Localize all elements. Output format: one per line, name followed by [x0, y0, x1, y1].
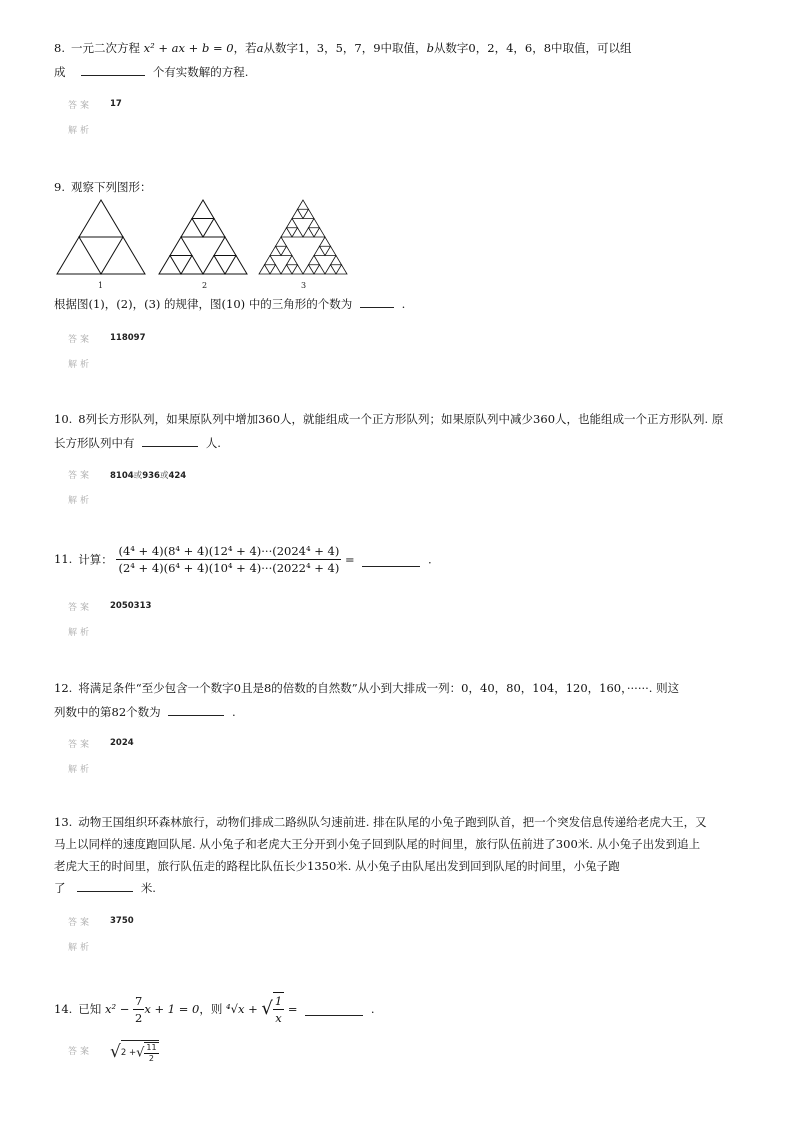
analysis-label[interactable]: 解析 — [68, 360, 93, 370]
triangle-shape — [287, 228, 298, 237]
answer-blank[interactable] — [360, 294, 394, 308]
question-text: 一元二次方程 — [70, 41, 140, 55]
question-text: 观察下列图形： — [70, 180, 152, 194]
answer-part: 936 — [142, 471, 160, 481]
question-text: 米. — [140, 881, 156, 895]
fraction — [273, 992, 284, 1026]
question-13 — [54, 811, 744, 899]
fraction-denominator: (2⁴ + 4)(6⁴ + 4)(10⁴ + 4)···(2022⁴ + 4) — [118, 561, 340, 575]
figure-ref: (3) — [144, 297, 161, 311]
question-text: 从数字1，3，5，7，9中取值， — [263, 41, 427, 55]
triangle-shape — [276, 246, 287, 255]
radical-fraction — [261, 992, 284, 1026]
answer-part: 424 — [168, 471, 187, 481]
question-text: 了 — [54, 881, 66, 895]
fraction — [116, 543, 341, 576]
analysis-label[interactable]: 解析 — [68, 496, 93, 506]
answer-value: 118097 — [110, 333, 146, 343]
question-11 — [54, 543, 744, 576]
question-text: 长方形队列中有 — [54, 436, 135, 450]
question-text: 根据图 — [54, 297, 89, 311]
figure-label-3: 3 — [301, 281, 307, 290]
question-text: 中的三角形的个数为 — [248, 297, 353, 311]
triangle-shape — [192, 219, 214, 238]
answer-label: 答案 — [68, 335, 93, 345]
equation-part: x² − — [104, 1002, 130, 1016]
comma: ， — [132, 297, 145, 311]
variable-b: b — [426, 41, 434, 55]
figure-3 — [259, 200, 347, 274]
fraction — [144, 1042, 158, 1064]
analysis-label[interactable]: 解析 — [68, 943, 93, 953]
triangle-shape — [331, 265, 342, 274]
radical-sign: √ — [261, 998, 273, 1019]
figure-ref: (10) — [221, 297, 246, 311]
fraction-denominator: 2 — [135, 1010, 143, 1025]
question-text: . — [427, 552, 432, 567]
plus-sign: + — [248, 1002, 258, 1016]
analysis-label[interactable]: 解析 — [68, 628, 93, 638]
fraction-numerator: 7 — [135, 993, 143, 1008]
triangle-shape — [170, 256, 192, 275]
answer-label: 答案 — [68, 918, 93, 928]
question-text: 从数字0，2，4，6，8中取值，可以组 — [433, 41, 632, 55]
figure-ref: (2) — [116, 297, 133, 311]
answer-label: 答案 — [68, 471, 93, 481]
question-text: 已知 — [78, 1002, 102, 1016]
fraction-numerator: 1 — [274, 994, 283, 1008]
radical-sign: √ — [110, 1042, 121, 1062]
answer-value — [110, 1040, 159, 1064]
figure-2 — [159, 200, 247, 274]
radicand — [121, 1040, 159, 1064]
question-text: ，则 — [199, 1002, 223, 1016]
equals-sign: = — [287, 1002, 298, 1016]
answer-label: 答案 — [68, 740, 93, 750]
answer-part: 8104 — [110, 471, 134, 481]
fourth-root: ⁴√x — [226, 1002, 245, 1016]
answer-value: 3750 — [110, 916, 134, 926]
triangle-shape — [320, 246, 331, 255]
figure-label-1: 1 — [98, 281, 104, 290]
question-text: 个有实数解的方程. — [152, 65, 249, 79]
question-text: 老虎大王的时间里，旅行队伍走的路程比队伍长少1350米. 从小兔子由队尾出发到回到队尾的时间里，小兔子跑 — [54, 859, 620, 873]
question-text: 的规律，图 — [164, 297, 222, 311]
question-8 — [54, 36, 744, 84]
question-8-line-2 — [54, 60, 744, 84]
answer-value: 2024 — [110, 738, 134, 748]
question-9-body — [54, 292, 744, 316]
question-8-line-1 — [54, 36, 744, 60]
analysis-label[interactable]: 解析 — [68, 765, 93, 775]
fraction-numerator: 11 — [146, 1043, 157, 1052]
variable-a: a — [256, 41, 264, 55]
fraction-denominator: x — [275, 1011, 282, 1025]
analysis-label[interactable]: 解析 — [68, 126, 93, 136]
equation-part: x + 1 = 0 — [144, 1002, 200, 1016]
question-number: 14. — [54, 1002, 73, 1016]
question-text: 成 — [54, 65, 66, 79]
question-text: ，若 — [233, 41, 257, 55]
answer-value: 17 — [110, 99, 122, 109]
triangle-shape — [214, 256, 236, 275]
answer-label: 答案 — [68, 1047, 93, 1057]
answer-label: 答案 — [68, 603, 93, 613]
question-text: 马上以同样的速度跑回队尾. 从小兔子和老虎大王分开到小兔子回到队尾的时间里，旅行队伍前进了300米. 从小兔子出发到追上 — [54, 837, 701, 851]
figure-1 — [57, 200, 145, 274]
triangle-shape — [309, 265, 320, 274]
answer-separator: 或 — [133, 471, 143, 481]
comma: ， — [104, 297, 117, 311]
answer-separator: 或 — [159, 471, 169, 481]
triangle-shape — [298, 209, 309, 218]
question-text: 列数中的第82个数为 — [54, 705, 161, 719]
question-number: 8. — [54, 41, 65, 55]
triangle-shape — [287, 265, 298, 274]
answer-blank[interactable] — [168, 702, 224, 716]
question-number: 10. — [54, 412, 73, 426]
question-text: 动物王国组织环森林旅行，动物们排成二路纵队匀速前进. 排在队尾的小兔子跑到队首，把一个突发信息传递给老虎大王，又 — [78, 815, 707, 829]
question-text: 8列长方形队列，如果原队列中增加360人，就能组成一个正方形队列；如果原队列中减少360人，也能组成一个正方形队列. 原 — [78, 412, 724, 426]
question-12 — [54, 676, 744, 724]
answer-value — [110, 469, 186, 481]
question-text: . — [370, 1002, 375, 1016]
fraction — [133, 993, 144, 1026]
figure-ref: (1) — [88, 297, 105, 311]
question-number: 11. — [54, 551, 73, 566]
answer-label: 答案 — [68, 101, 93, 111]
answer-blank[interactable] — [77, 878, 133, 892]
question-10 — [54, 407, 744, 455]
question-text: 计算： — [78, 552, 113, 567]
answer-value: 2050313 — [110, 601, 152, 611]
fraction-denominator: 2 — [148, 1054, 155, 1063]
question-text: 人. — [205, 436, 221, 450]
question-number: 12. — [54, 681, 73, 695]
question-text: 将满足条件“至少包含一个数字0且是8的倍数的自然数”从小到大排成一列：0，40，80，104，120，160，······. 则这 — [78, 681, 680, 695]
answer-blank[interactable] — [305, 1002, 363, 1016]
answer-blank[interactable] — [142, 433, 198, 447]
question-text: . — [231, 705, 236, 719]
question-14 — [54, 992, 744, 1026]
answer-part: 2 + — [120, 1048, 137, 1058]
triangle-figures — [50, 196, 360, 282]
question-number: 13. — [54, 815, 73, 829]
triangle-shape — [265, 265, 276, 274]
fraction-numerator: (4⁴ + 4)(8⁴ + 4)(12⁴ + 4)···(2024⁴ + 4) — [118, 544, 340, 558]
radical-sign: √ — [136, 1045, 145, 1061]
answer-blank[interactable] — [81, 62, 145, 76]
triangle-shape — [79, 237, 123, 274]
answer-blank[interactable] — [362, 553, 420, 567]
equation: x² + ax + b = 0 — [143, 41, 234, 55]
figure-label-2: 2 — [202, 281, 208, 290]
question-text: . — [401, 297, 406, 311]
equals-sign: = — [345, 552, 355, 567]
question-number: 9. — [54, 180, 65, 194]
triangle-shape — [309, 228, 320, 237]
